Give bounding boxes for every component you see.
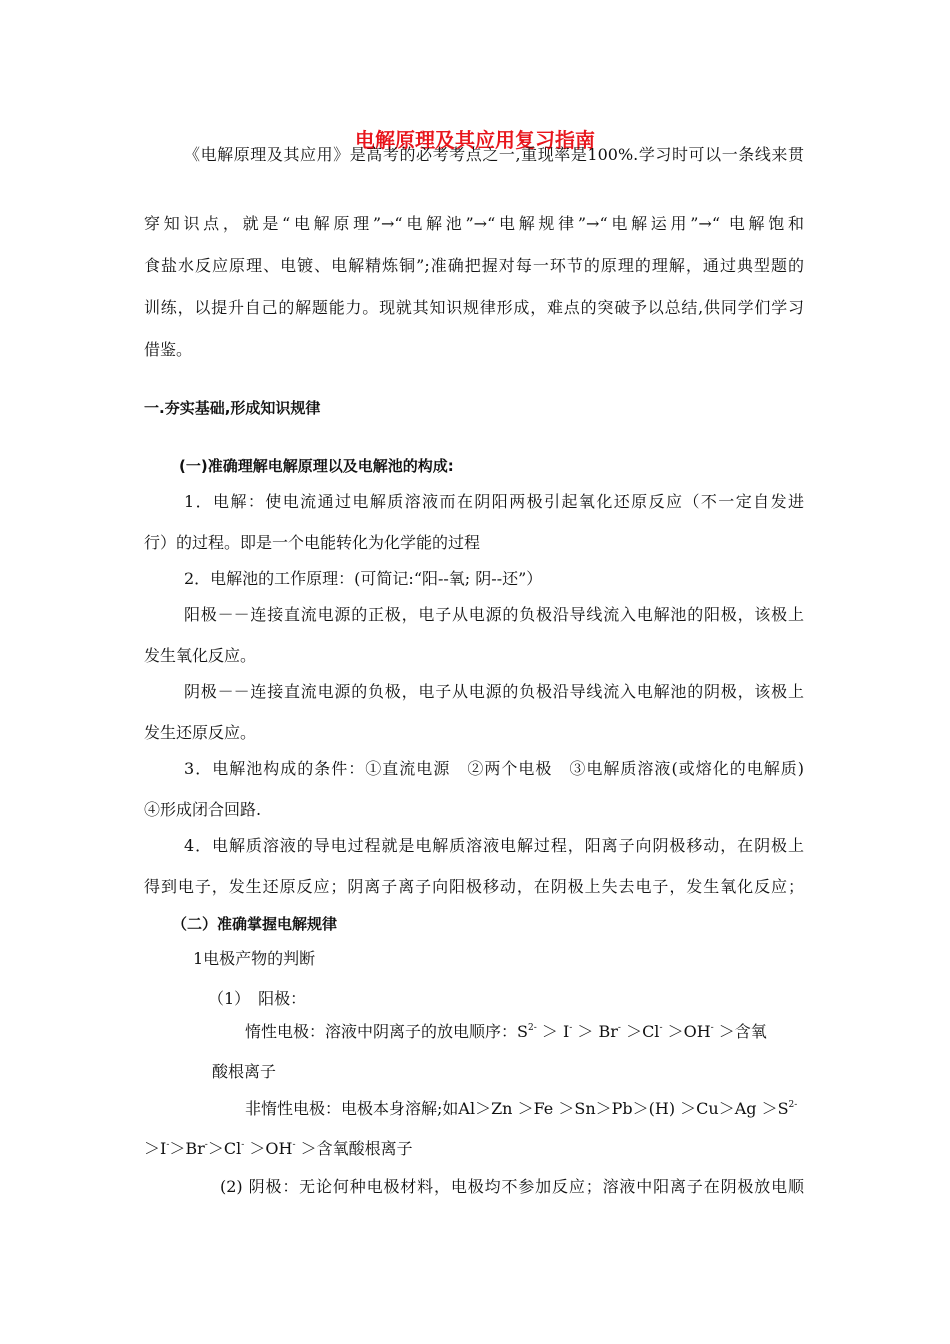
ion-br-charge: - [617, 1023, 621, 1033]
inert-lead: 惰性电极：溶液中阴离子的放电顺序： [245, 1022, 518, 1041]
noninert-electrode-line-1 [245, 1098, 797, 1120]
cathode-line-2: 发生还原反应。 [144, 723, 257, 742]
cathode-line-1: 阴极－－连接直流电源的负极，电子从电源的负极沿导线流入电解池的阴极，该极上 [184, 682, 804, 701]
paragraph-1-line-1: 1．电解：使电流通过电解质溶液而在阴阳两极引起氧化还原反应（不一定自发进 [184, 492, 804, 511]
anode-line-1: 阳极－－连接直流电源的正极，电子从电源的负极沿导线流入电解池的阳极，该极上 [184, 605, 804, 624]
noninert-br-charge: - [204, 1140, 208, 1150]
item-1b-cathode: (2) 阴极：无论何种电极材料，电极均不参加反应；溶液中阳离子在阴极放电顺 [220, 1177, 804, 1196]
ion-s: S [517, 1022, 528, 1041]
paragraph-3-line-1: 3．电解池构成的条件：①直流电源 ②两个电极 ③电解质溶液(或熔化的电解质) [184, 759, 804, 778]
subsection-heading-1: (一)准确理解电解原理以及电解池的构成: [179, 457, 454, 475]
ion-i-charge: - [569, 1023, 573, 1033]
page-title: 电解原理及其应用复习指南 [355, 128, 595, 152]
intro-line-5: 借鉴。 [144, 340, 193, 359]
intro-line-3: 食盐水反应原理、电镀、电解精炼铜”;准确把握对每一环节的原理的理解，通过典型题的 [144, 256, 804, 275]
paragraph-4-line-1: 4．电解质溶液的导电过程就是电解质溶液电解过程，阳离子向阴极移动，在阴极上 [184, 836, 804, 855]
ion-s-charge: 2- [527, 1023, 537, 1033]
anode-line-2: 发生氧化反应。 [144, 646, 257, 665]
section-heading-1: 一.夯实基础,形成知识规律 [144, 399, 321, 417]
noninert-cl: ＞Cl [207, 1139, 242, 1158]
ion-i: ＞ I [541, 1022, 570, 1041]
inert-tail: ＞含氧 [718, 1022, 767, 1041]
paragraph-4-line-2: 得到电子，发生还原反应；阴离子离子向阳极移动，在阴极上失去电子，发生氧化反应； [144, 877, 804, 896]
paragraph-3-line-2: ④形成闭合回路. [144, 800, 262, 819]
noninert-electrode-line-2 [144, 1138, 413, 1160]
ion-br: ＞ Br [577, 1022, 618, 1041]
intro-line-4: 训练，以提升自己的解题能力。现就其知识规律形成，难点的突破予以总结,供同学们学习 [144, 298, 804, 317]
noninert-text: 非惰性电极：电极本身溶解;如Al＞Zn ＞Fe ＞Sn＞Pb＞(H) ＞Cu＞Ag ＞S [245, 1099, 789, 1118]
ion-oh: ＞OH [667, 1022, 711, 1041]
paragraph-2: 2．电解池的工作原理：(可简记:“阳--氧; 阴--还”） [184, 569, 543, 588]
intro-line-2: 穿知识点，就是“电解原理”→“电解池”→“电解规律”→“电解运用”→“ 电解饱和 [144, 214, 804, 233]
intro-line-1: 《电解原理及其应用》是高考的必考考点之一,重现率是100%.学习时可以一条线来贯 [184, 145, 804, 164]
noninert-s-charge: 2- [788, 1100, 798, 1110]
noninert-oh-charge: - [292, 1140, 296, 1150]
inert-electrode-line-2: 酸根离子 [212, 1062, 277, 1081]
item-1a-anode: （1） 阳极： [208, 989, 307, 1008]
noninert-oh: ＞OH [249, 1139, 293, 1158]
noninert-tail: ＞含氧酸根离子 [300, 1139, 413, 1158]
item-1-heading: 1电极产物的判断 [193, 949, 316, 968]
noninert-i-charge: - [166, 1140, 170, 1150]
ion-oh-charge: - [710, 1023, 714, 1033]
inert-electrode-line-1 [245, 1021, 767, 1043]
noninert-br: ＞Br [169, 1139, 205, 1158]
noninert-cl-charge: - [241, 1140, 245, 1150]
subsection-heading-2: （二）准确掌握电解规律 [172, 915, 338, 933]
noninert-i: ＞I [144, 1139, 167, 1158]
ion-cl-charge: - [659, 1023, 663, 1033]
ion-cl: ＞Cl [626, 1022, 660, 1041]
paragraph-1-line-2: 行）的过程。即是一个电能转化为化学能的过程 [144, 533, 481, 552]
